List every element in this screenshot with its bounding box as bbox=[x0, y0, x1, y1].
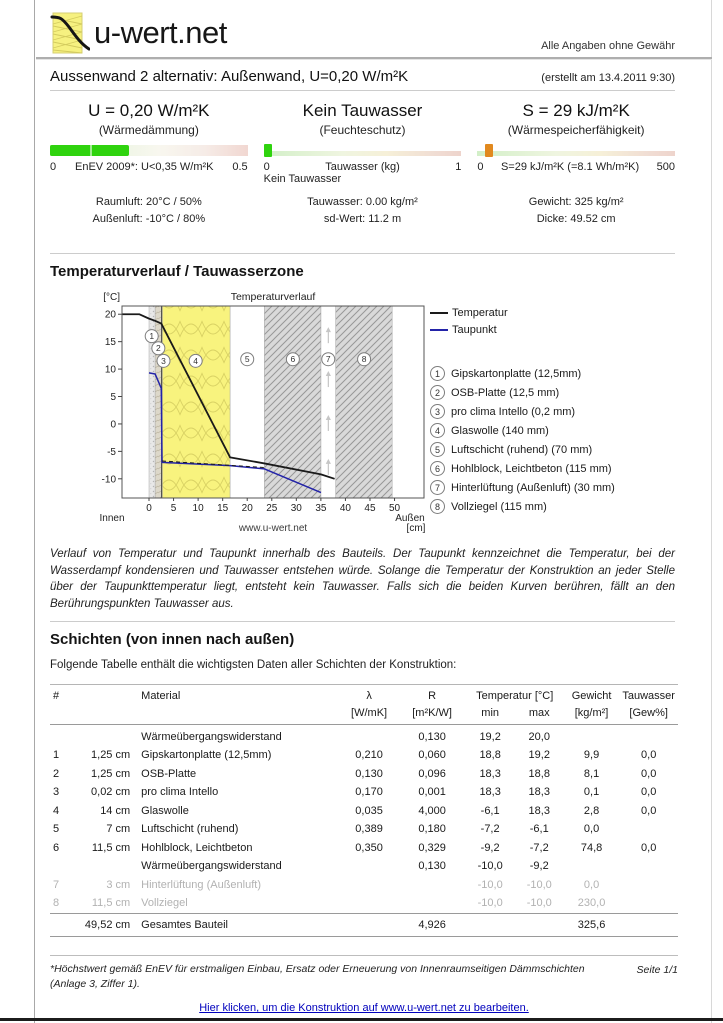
layer-list-item bbox=[430, 402, 615, 421]
scale-note: Kein Tauwasser bbox=[263, 173, 342, 185]
col-header-material: Material bbox=[138, 685, 339, 705]
layer-label: Vollziegel (115 mm) bbox=[451, 500, 547, 513]
scale-tick-marker bbox=[485, 144, 493, 157]
table-cell: 0,0 bbox=[641, 749, 657, 762]
table-cell: 3 bbox=[53, 786, 60, 799]
layer-number-badge: 8 bbox=[430, 499, 445, 514]
page-title: Aussenwand 2 alternativ: Außenwand, U=0,20 W/m²K bbox=[50, 68, 409, 85]
scale-tick-marker bbox=[264, 144, 272, 157]
table-cell: 8,1 bbox=[583, 767, 600, 780]
table-cell: -7,2 bbox=[529, 841, 549, 854]
table-cell: 0,130 bbox=[418, 730, 446, 743]
table-cell: 1,25 cm bbox=[91, 767, 131, 780]
table-cell: 8 bbox=[53, 897, 60, 910]
svg-text:35: 35 bbox=[315, 503, 327, 514]
table-cell: -7,2 bbox=[480, 823, 500, 836]
table-row bbox=[50, 876, 678, 895]
edit-construction-link[interactable]: Hier klicken, um die Konstruktion auf www.u-wert.net zu bearbeiten. bbox=[199, 1002, 529, 1014]
table-cell: 74,8 bbox=[580, 841, 603, 854]
layer-number-badge: 1 bbox=[430, 366, 445, 381]
table-row bbox=[50, 857, 678, 876]
s-value-subline: (Wärmespeicherfähigkeit) bbox=[507, 123, 645, 137]
table-cell: 0,0 bbox=[583, 878, 600, 891]
table-cell: 0,170 bbox=[355, 786, 383, 799]
scale-caption: Tauwasser (kg) bbox=[325, 161, 400, 173]
table-cell: 3 cm bbox=[106, 878, 131, 891]
svg-text:8: 8 bbox=[361, 354, 367, 365]
scale-min: 0 bbox=[50, 161, 57, 173]
col-unit-r: [m²K/W] bbox=[399, 705, 466, 724]
svg-text:5: 5 bbox=[244, 354, 250, 365]
table-cell: 2 bbox=[53, 767, 60, 780]
aussenluft-value: Außenluft: -10°C / 80% bbox=[92, 213, 206, 225]
svg-text:0: 0 bbox=[146, 503, 152, 514]
summary-col-heat-storage bbox=[477, 101, 675, 228]
table-cell: 0,0 bbox=[641, 804, 657, 817]
header-divider bbox=[36, 57, 712, 60]
u-value-scale-labels bbox=[50, 161, 248, 173]
scale-min: 0 bbox=[263, 161, 270, 173]
table-cell: 0,0 bbox=[641, 786, 657, 799]
table-cell bbox=[50, 857, 75, 876]
table-cell: 11,5 cm bbox=[91, 897, 131, 910]
temperature-chart bbox=[92, 290, 430, 536]
dicke-value: Dicke: 49.52 cm bbox=[536, 213, 616, 225]
svg-text:15: 15 bbox=[104, 337, 116, 349]
scale-max: 1 bbox=[455, 161, 462, 173]
disclaimer-text: Alle Angaben ohne Gewähr bbox=[541, 40, 675, 52]
table-cell bbox=[564, 857, 620, 876]
svg-text:15: 15 bbox=[217, 503, 229, 514]
layer-list-item bbox=[430, 383, 615, 402]
table-cell: -6,1 bbox=[480, 804, 500, 817]
svg-text:-10: -10 bbox=[101, 474, 116, 486]
s-value-headline: S = 29 kJ/m²K bbox=[522, 101, 630, 120]
page-number: Seite 1/1 bbox=[636, 964, 678, 976]
col-header-tauwasser: Tauwasser bbox=[619, 685, 678, 705]
table-row bbox=[50, 724, 678, 746]
col-unit-lambda: [W/mK] bbox=[339, 705, 398, 724]
col-unit-gewicht: [kg/m²] bbox=[564, 705, 620, 724]
document-title-row bbox=[50, 68, 675, 85]
layer-list-item bbox=[430, 478, 615, 497]
table-row bbox=[50, 746, 678, 765]
u-value-scale-bar bbox=[50, 144, 248, 158]
table-cell: -10,0 bbox=[526, 897, 552, 910]
table-cell bbox=[619, 724, 678, 746]
table-row bbox=[50, 820, 678, 839]
insulation-curve-logo-icon bbox=[50, 10, 90, 56]
svg-text:2: 2 bbox=[155, 343, 161, 354]
table-cell: 2,8 bbox=[583, 804, 600, 817]
layers-section-heading: Schichten (von innen nach außen) bbox=[50, 631, 295, 648]
scan-edge-left bbox=[34, 0, 35, 1023]
layer-label: pro clima Intello (0,2 mm) bbox=[451, 405, 576, 418]
table-cell: 0,035 bbox=[355, 804, 383, 817]
svg-text:5: 5 bbox=[110, 392, 116, 404]
svg-text:40: 40 bbox=[339, 503, 351, 514]
created-timestamp: (erstellt am 13.4.2011 9:30) bbox=[541, 72, 675, 84]
svg-text:20: 20 bbox=[241, 503, 253, 514]
tauwasser-subline: (Feuchteschutz) bbox=[319, 123, 406, 137]
table-cell bbox=[339, 857, 398, 876]
table-cell: 19,2 bbox=[479, 730, 501, 743]
table-cell: 20,0 bbox=[528, 730, 550, 743]
table-cell bbox=[339, 894, 398, 913]
table-cell: 0,0 bbox=[641, 767, 657, 780]
s-value-scale-labels bbox=[477, 161, 675, 173]
table-total-row bbox=[50, 913, 678, 937]
table-cell: Gipskartonplatte (12,5mm) bbox=[141, 749, 272, 762]
layer-list-item bbox=[430, 497, 615, 516]
table-row bbox=[50, 802, 678, 821]
col-unit-tauwasser: [Gew%] bbox=[619, 705, 678, 724]
col-header-r: R bbox=[399, 685, 466, 705]
total-r-value: 4,926 bbox=[399, 913, 466, 937]
total-label: Gesamtes Bauteil bbox=[138, 913, 339, 937]
table-cell: 0,02 cm bbox=[91, 786, 131, 799]
table-cell: Vollziegel bbox=[141, 897, 188, 910]
scale-max: 500 bbox=[656, 161, 675, 173]
table-cell bbox=[339, 876, 398, 895]
title-divider bbox=[50, 90, 675, 91]
s-value-scale-bar bbox=[477, 144, 675, 158]
layer-legend-list bbox=[430, 364, 615, 516]
table-cell bbox=[564, 724, 620, 746]
svg-text:10: 10 bbox=[104, 364, 116, 376]
layer-list-item bbox=[430, 440, 615, 459]
table-row bbox=[50, 894, 678, 913]
summary-col-insulation bbox=[50, 101, 248, 228]
svg-text:0: 0 bbox=[110, 419, 116, 431]
table-cell: pro clima Intello bbox=[141, 786, 219, 799]
legend-label: Temperatur bbox=[452, 306, 508, 319]
legend-item-taupunkt bbox=[430, 321, 615, 338]
page-header bbox=[50, 10, 675, 56]
table-cell: 0,389 bbox=[355, 823, 383, 836]
svg-text:30: 30 bbox=[290, 503, 302, 514]
summary-section bbox=[50, 101, 675, 228]
scale-note bbox=[50, 173, 248, 186]
table-cell: 7 bbox=[53, 878, 60, 891]
table-cell: 0,1 bbox=[583, 786, 600, 799]
table-cell: 0,329 bbox=[418, 841, 446, 854]
layer-number-badge: 2 bbox=[430, 385, 445, 400]
summary-col-moisture bbox=[264, 101, 462, 228]
svg-text:45: 45 bbox=[364, 503, 376, 514]
table-cell: 0,180 bbox=[418, 823, 446, 836]
svg-text:1: 1 bbox=[149, 331, 155, 342]
section-divider bbox=[50, 253, 675, 254]
layer-label: Luftschicht (ruhend) (70 mm) bbox=[451, 443, 593, 456]
legend-item-temperatur bbox=[430, 304, 615, 321]
u-wert-logo bbox=[50, 10, 227, 56]
svg-text:www.u-wert.net: www.u-wert.net bbox=[238, 523, 308, 534]
table-cell: Hinterlüftung (Außenluft) bbox=[141, 878, 261, 891]
layers-table bbox=[50, 684, 678, 937]
table-cell bbox=[75, 857, 138, 876]
svg-text:50: 50 bbox=[388, 503, 401, 514]
table-cell: 230,0 bbox=[577, 897, 606, 910]
climate-details bbox=[50, 194, 248, 228]
table-cell: -10,0 bbox=[477, 860, 503, 873]
col-header-num: # bbox=[50, 685, 75, 705]
table-cell: 18,3 bbox=[479, 767, 501, 780]
table-cell bbox=[619, 876, 678, 895]
table-cell: 4 bbox=[53, 804, 60, 817]
logo-text: u-wert.net bbox=[94, 15, 227, 50]
svg-text:6: 6 bbox=[290, 354, 296, 365]
layer-number-badge: 7 bbox=[430, 480, 445, 495]
svg-text:Temperaturverlauf: Temperaturverlauf bbox=[230, 291, 316, 303]
u-value-subline: (Wärmedämmung) bbox=[98, 123, 199, 137]
svg-text:Außen: Außen bbox=[395, 513, 425, 524]
svg-text:20: 20 bbox=[104, 309, 116, 321]
layer-list-item bbox=[430, 364, 615, 383]
chart-side-panel bbox=[430, 290, 615, 536]
table-cell: 4,000 bbox=[418, 804, 446, 817]
scale-min: 0 bbox=[477, 161, 484, 173]
table-row bbox=[50, 783, 678, 802]
gewicht-value: Gewicht: 325 kg/m² bbox=[528, 196, 624, 208]
chart-section-heading: Temperaturverlauf / Tauwasserzone bbox=[50, 263, 304, 280]
table-cell: -9,2 bbox=[529, 860, 549, 873]
footer-divider bbox=[50, 955, 678, 956]
table-cell bbox=[399, 894, 466, 913]
scale-max: 0.5 bbox=[232, 161, 248, 173]
table-cell: Wärmeübergangswiderstand bbox=[141, 730, 282, 743]
table-cell bbox=[75, 724, 138, 746]
table-cell: -10,0 bbox=[477, 897, 503, 910]
table-cell: 19,2 bbox=[528, 749, 550, 762]
table-cell: -10,0 bbox=[477, 878, 503, 891]
table-cell: 6 bbox=[53, 841, 60, 854]
layer-number-badge: 5 bbox=[430, 442, 445, 457]
svg-text:Innen: Innen bbox=[99, 513, 125, 524]
layer-number-badge: 3 bbox=[430, 404, 445, 419]
tauwasser-headline: Kein Tauwasser bbox=[302, 101, 423, 120]
table-cell: 0,130 bbox=[418, 860, 446, 873]
table-cell: Luftschicht (ruhend) bbox=[141, 823, 239, 836]
table-cell: 18,8 bbox=[528, 767, 550, 780]
table-cell: 0,060 bbox=[418, 749, 446, 762]
table-cell: 0,210 bbox=[355, 749, 383, 762]
weight-details bbox=[477, 194, 675, 228]
col-header-gewicht: Gewicht bbox=[564, 685, 620, 705]
dewpoint-line-swatch bbox=[430, 329, 448, 331]
table-cell: 0,130 bbox=[355, 767, 383, 780]
svg-text:[cm]: [cm] bbox=[406, 523, 426, 534]
layer-label: OSB-Platte (12,5 mm) bbox=[451, 386, 560, 399]
table-cell bbox=[50, 724, 75, 746]
scale-note bbox=[477, 173, 675, 186]
table-cell: Glaswolle bbox=[141, 804, 189, 817]
table-cell: Wärmeübergangswiderstand bbox=[141, 860, 282, 873]
chart-legend bbox=[430, 304, 615, 338]
table-cell: 18,8 bbox=[479, 749, 501, 762]
table-cell: -9,2 bbox=[480, 841, 500, 854]
table-cell: 11,5 cm bbox=[91, 841, 131, 854]
table-cell: 18,3 bbox=[479, 786, 501, 799]
total-thickness: 49,52 cm bbox=[75, 913, 138, 937]
legend-label: Taupunkt bbox=[452, 323, 497, 336]
tauwasser-value: Tauwasser: 0.00 kg/m² bbox=[307, 196, 418, 208]
table-cell: 0,096 bbox=[418, 767, 446, 780]
scale-fill-marker bbox=[50, 145, 129, 156]
col-header-temperatur: Temperatur [°C] bbox=[466, 685, 564, 705]
scan-edge-right bbox=[711, 0, 712, 1023]
temperature-line-swatch bbox=[430, 312, 448, 314]
table-cell: 1,25 cm bbox=[91, 749, 131, 762]
table-cell: 7 cm bbox=[106, 823, 131, 836]
svg-text:7: 7 bbox=[325, 354, 331, 365]
u-value-headline: U = 0,20 W/m²K bbox=[88, 101, 210, 120]
tauwasser-scale-labels bbox=[264, 161, 462, 173]
svg-text:3: 3 bbox=[161, 355, 166, 366]
col-header-max: max bbox=[515, 705, 564, 724]
total-weight: 325,6 bbox=[564, 913, 620, 937]
edit-link-row bbox=[50, 998, 678, 1016]
layer-list-item bbox=[430, 459, 615, 478]
table-row bbox=[50, 765, 678, 784]
layer-list-item bbox=[430, 421, 615, 440]
svg-text:-5: -5 bbox=[107, 446, 116, 458]
svg-text:10: 10 bbox=[192, 503, 204, 514]
svg-text:5: 5 bbox=[170, 503, 177, 514]
layer-label: Glaswolle (140 mm) bbox=[451, 424, 549, 437]
table-cell: OSB-Platte bbox=[141, 767, 197, 780]
table-row bbox=[50, 839, 678, 858]
layer-number-badge: 6 bbox=[430, 461, 445, 476]
table-cell bbox=[399, 876, 466, 895]
sd-wert-value: sd-Wert: 11.2 m bbox=[323, 213, 402, 225]
raumluft-value: Raumluft: 20°C / 50% bbox=[95, 196, 202, 208]
scan-edge-bottom bbox=[0, 1018, 723, 1021]
enev-footnote: *Höchstwert gemäß EnEV für erstmaligen Einbau, Ersatz oder Erneuerung von Innenraumseitigen Dämmschichten (Anlage 3, Ziffer 1). bbox=[50, 963, 585, 990]
tauwasser-scale-bar bbox=[264, 144, 462, 158]
table-cell bbox=[339, 724, 398, 746]
footer bbox=[50, 962, 678, 991]
table-cell bbox=[619, 894, 678, 913]
chart-description: Verlauf von Temperatur und Taupunkt innerhalb des Bauteils. Der Taupunkt kennzeichnet die Temperatur, bei der Wasserdampf kondensieren und Tauwasser entstehen würde. Solange die Temperatur der Konstruktion an jeder Stelle über der Taupunkttemperatur liegt, entsteht kein Tauwasser. Falls sich die beiden Kurven berühren, fällt an den Berührungspunkten Tauwasser aus. bbox=[50, 548, 675, 611]
section-divider bbox=[50, 621, 675, 622]
table-cell: -6,1 bbox=[529, 823, 549, 836]
moisture-details bbox=[264, 194, 462, 228]
table-cell: 0,001 bbox=[418, 786, 446, 799]
table-cell: 18,3 bbox=[528, 804, 550, 817]
table-cell: 0,0 bbox=[641, 841, 657, 854]
svg-text:4: 4 bbox=[193, 355, 199, 366]
layer-label: Hinterlüftung (Außenluft) (30 mm) bbox=[451, 481, 615, 494]
table-intro: Folgende Tabelle enthält die wichtigsten Daten aller Schichten der Konstruktion: bbox=[50, 659, 457, 671]
col-header-min: min bbox=[466, 705, 515, 724]
col-header-lambda: λ bbox=[339, 685, 398, 705]
table-cell: 0,0 bbox=[583, 823, 600, 836]
table-cell: -10,0 bbox=[526, 878, 552, 891]
table-cell: 0,350 bbox=[355, 841, 383, 854]
chart-area bbox=[50, 290, 690, 536]
layer-label: Hohlblock, Leichtbeton (115 mm) bbox=[451, 462, 612, 475]
layer-label: Gipskartonplatte (12,5mm) bbox=[451, 367, 582, 380]
table-cell: 5 bbox=[53, 823, 60, 836]
svg-text:25: 25 bbox=[266, 503, 278, 514]
layer-number-badge: 4 bbox=[430, 423, 445, 438]
svg-text:[°C]: [°C] bbox=[103, 292, 120, 303]
scale-caption: EnEV 2009*: U<0,35 W/m²K bbox=[75, 161, 214, 173]
table-cell bbox=[619, 857, 678, 876]
table-cell: 18,3 bbox=[528, 786, 550, 799]
table-cell: Hohlblock, Leichtbeton bbox=[141, 841, 253, 854]
table-cell: 1 bbox=[53, 749, 60, 762]
col-header-thickness bbox=[75, 685, 138, 705]
scale-caption: S=29 kJ/m²K (=8.1 Wh/m²K) bbox=[500, 161, 640, 173]
table-cell: 14 cm bbox=[100, 804, 131, 817]
table-cell bbox=[619, 820, 678, 839]
table-cell: 9,9 bbox=[583, 749, 600, 762]
